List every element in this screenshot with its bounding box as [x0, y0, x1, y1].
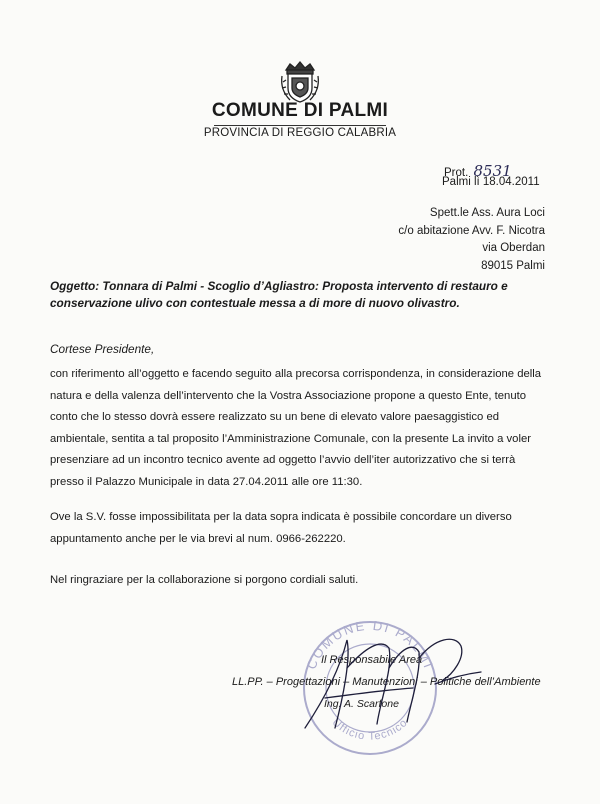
subject-line: Oggetto: Tonnara di Palmi - Scoglio d’Agliastro: Proposta intervento di restauro e conservazione ulivo con contestuale messa a di more di nuovo olivastro. — [50, 279, 508, 310]
signatory-name: Ing. A. Scarfone — [324, 698, 399, 710]
body-paragraph: Ove la S.V. fosse impossibilitata per la data sopra indicata è possibile concordare un diverso appuntamento anche per le via brevi al num. 0966-262220. — [50, 511, 512, 545]
header-divider — [214, 125, 386, 126]
stamp-text-top: COMUNE DI PALMI — [303, 617, 437, 672]
recipient-line: via Oberdan — [482, 242, 545, 254]
handwritten-signature — [285, 628, 495, 738]
recipient-line: c/o abitazione Avv. F. Nicotra — [398, 224, 545, 237]
protocol-number: 8531 — [473, 162, 512, 180]
recipient-line: Spett.le Ass. Aura Loci — [429, 207, 545, 219]
body-paragraph: Nel ringraziare per la collaborazione si porgono cordiali saluti. — [50, 574, 359, 586]
province-name: PROVINCIA DI REGGIO CALABRIA — [203, 127, 397, 139]
signatory-department: LL.PP. – Progettazioni – Manutenzioni – Politiche dell’Ambiente — [232, 676, 541, 688]
salutation: Cortese Presidente, — [50, 342, 155, 356]
recipient-address — [398, 205, 545, 275]
body-paragraph: con riferimento all’oggetto e facendo seguito alla precorsa corrispondenza, in considerazione della natura e della valenza dell’intervento che la Vostra Associazione propone a questo Ente, tenuto conto che lo stesso dovrà essere realizzato su un bene di elevato valore paesaggistico ed ambientale, sentita a tal proposito l’Amministrazione Comunale, con la presente La invito a voler presenziare ad un incontro tecnico avente ad oggetto l’avvio dell’iter autorizzativo che si terrà presso il Palazzo Municipale in data 27.04.2011 alle ore 11:30. — [50, 368, 542, 488]
stamp-text-bottom: Ufficio Tecnico — [329, 716, 411, 743]
letter-date: Palmi lì 18.04.2011 — [442, 176, 540, 188]
municipality-name: COMUNE DI PALMI — [211, 100, 389, 121]
protocol-label: Prot. — [444, 167, 469, 179]
recipient-line: 89015 Palmi — [481, 259, 545, 272]
coat-of-arms-icon — [278, 56, 322, 104]
signatory-title: Il Responsabile Area — [321, 654, 423, 666]
